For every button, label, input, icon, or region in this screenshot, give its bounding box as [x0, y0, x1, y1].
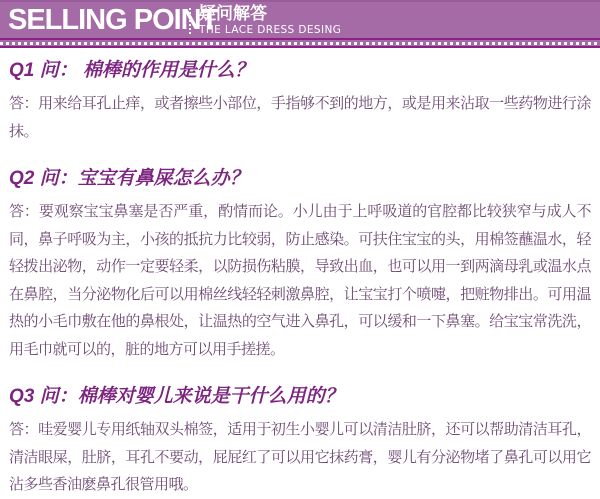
- selling-point-title: SELLING POINT: [8, 4, 218, 36]
- banner-subtitle: [199, 5, 341, 36]
- subtitle-english: THE LACE DRESS DESING: [199, 24, 342, 36]
- qa-item-3: [9, 384, 591, 499]
- dotted-divider: [189, 8, 191, 34]
- question-2-heading: Q2 问：宝宝有鼻屎怎么办？: [9, 168, 249, 189]
- faq-content: [0, 58, 600, 499]
- answer-2-text: 答：要观察宝宝鼻塞是否严重，酌情而论。小儿由于上呼吸道的官腔都比较狭窄与成人不同，鼻子呼吸为主，小孩的抵抗力比较弱，防止感染。可扶住宝宝的头，用棉签蘸温水，轻轻拨出泌物，动作一定要轻柔，以防损伤粘膜，导致出血，也可以用一到两滴母乳或温水点在鼻腔，当分泌物化后可以用棉丝线轻轻刺激鼻腔，让宝宝打个喷嚏，把赃物排出。可用温热的小毛巾敷在他的鼻根处，让温热的空气进入鼻孔，可以缓和一下鼻塞。给宝宝常洗洗，用毛巾就可以的，脏的地方可以用手搓搓。: [9, 202, 591, 358]
- qa-item-1: [9, 58, 591, 145]
- question-3-heading: Q3 问：棉棒对婴儿来说是干什么用的？: [9, 386, 344, 407]
- qa-item-2: [9, 166, 591, 363]
- answer-3-text: 答：哇爱婴儿专用纸轴双头棉签，适用于初生小婴儿可以清洁肚脐，还可以帮助清洁耳孔，清洁眼屎，肚脐，耳孔不要动，屁屁红了可以用它抹药膏，婴儿有分泌物堵了鼻孔可以用它沾多些香油麽鼻孔很管用哦。: [9, 420, 591, 493]
- dashed-strip: [0, 38, 600, 48]
- subtitle-chinese: 疑问解答: [199, 4, 267, 24]
- header-banner: [0, 0, 600, 38]
- dashed-line: [0, 42, 600, 45]
- question-1-heading: Q1 问： 棉棒的作用是什么？: [9, 60, 254, 81]
- answer-1-text: 答：用来给耳孔止痒，或者擦些小部位，手指够不到的地方，或是用来沾取一些药物进行涂抹。: [9, 94, 591, 140]
